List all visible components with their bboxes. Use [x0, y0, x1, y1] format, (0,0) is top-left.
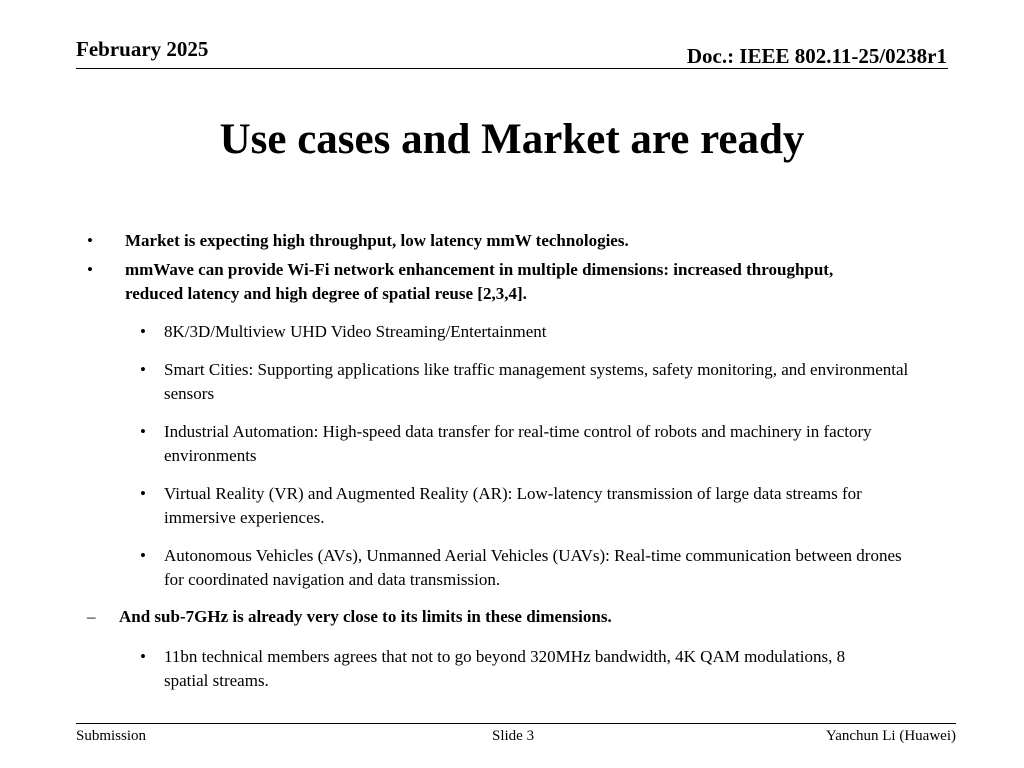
header-rule [76, 68, 948, 69]
bullet-text: mmWave can provide Wi-Fi network enhancement in multiple dimensions: increased throughput, reduced latency and high degree of spatial reuse [2,3,4]. [125, 260, 834, 303]
slide-title: Use cases and Market are ready [219, 116, 805, 163]
bullet-marker: • [140, 360, 146, 379]
use-case-text: Virtual Reality (VR) and Augmented Reality (AR): Low-latency transmission of large data streams for immersive experiences. [164, 484, 862, 527]
dash-sub-item [140, 645, 884, 693]
footer-rule [76, 723, 956, 724]
bullet-item [87, 229, 955, 253]
footer-submission: Submission [76, 728, 147, 744]
bullet-marker: • [140, 422, 146, 441]
use-case-text: Autonomous Vehicles (AVs), Unmanned Aerial Vehicles (UAVs): Real-time communication between drones for coordinated navigation and data transmission. [164, 546, 902, 589]
bullet-marker: • [87, 231, 93, 250]
bullet-marker: • [87, 260, 93, 279]
use-case-text: 8K/3D/Multiview UHD Video Streaming/Entertainment [164, 322, 547, 341]
use-case-item [140, 320, 944, 344]
use-case-item [140, 482, 924, 530]
use-case-text: Smart Cities: Supporting applications like traffic management systems, safety monitoring, and environmental sensors [164, 360, 909, 403]
use-case-text: Industrial Automation: High-speed data transfer for real-time control of robots and machinery in factory environments [164, 422, 872, 465]
dash-sub-text: 11bn technical members agrees that not to go beyond 320MHz bandwidth, 4K QAM modulations, 8 spatial streams. [164, 647, 846, 690]
bullet-marker: • [140, 647, 146, 666]
use-case-item [140, 544, 924, 592]
footer-author: Yanchun Li (Huawei) [825, 728, 956, 744]
bullet-marker: • [140, 322, 146, 341]
dash-text: And sub-7GHz is already very close to its limits in these dimensions. [119, 607, 612, 626]
header-date: February 2025 [76, 37, 209, 61]
use-case-item [140, 420, 944, 468]
bullet-item [87, 258, 885, 306]
bullet-marker: • [140, 484, 146, 503]
bullet-marker: • [140, 546, 146, 565]
use-case-item [140, 358, 944, 406]
header-doc-id: Doc.: IEEE 802.11-25/0238r1 [686, 44, 947, 68]
bullet-text: Market is expecting high throughput, low latency mmW technologies. [125, 231, 629, 250]
footer-slide-number: Slide 3 [492, 728, 535, 744]
dash-marker: – [87, 607, 96, 626]
dash-item [87, 605, 939, 629]
